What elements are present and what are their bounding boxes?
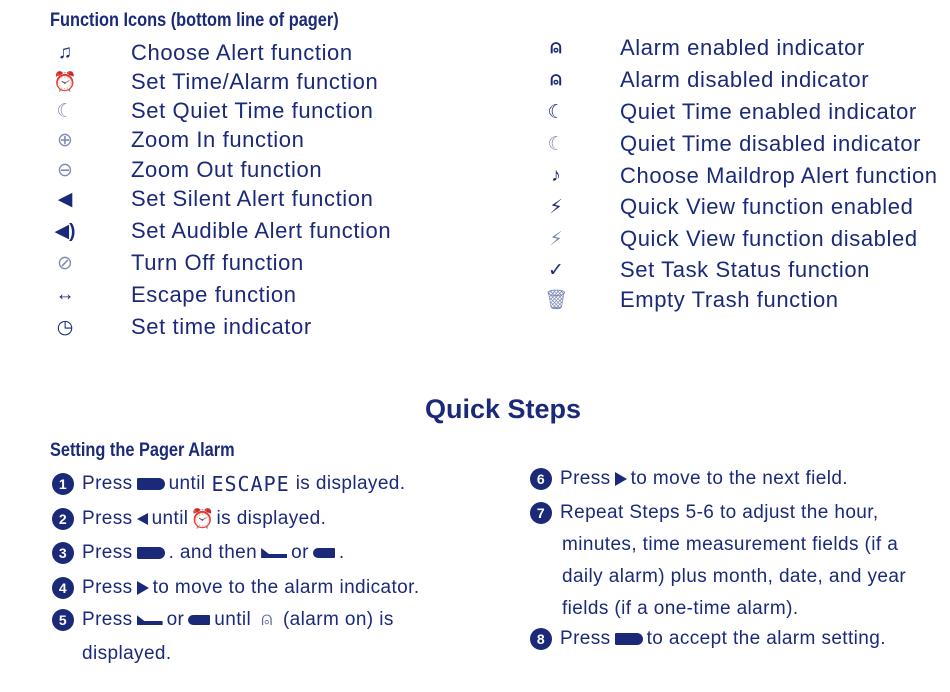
step-4 xyxy=(52,577,420,599)
function-label: Choose Maildrop Alert function xyxy=(620,163,938,188)
alarm-section-heading: Setting the Pager Alarm xyxy=(50,440,235,461)
function-label: Turn Off function xyxy=(131,250,304,275)
function-label: Escape function xyxy=(131,282,297,307)
left-button-icon xyxy=(137,478,165,490)
step-text: to move to the next field. xyxy=(630,468,848,489)
step-1 xyxy=(52,472,405,496)
step-7 xyxy=(530,502,879,524)
step-text: Press xyxy=(82,508,133,529)
function-label: Set Quiet Time function xyxy=(131,98,374,123)
step-6 xyxy=(530,468,848,490)
function-label: Quiet Time disabled indicator xyxy=(620,131,922,156)
step-text: or xyxy=(166,609,185,630)
function-label: Zoom In function xyxy=(131,127,305,152)
maildrop-note-icon: ♪ xyxy=(551,165,561,186)
step-text: . and then xyxy=(168,542,258,563)
down-button-icon xyxy=(261,548,287,558)
step-text: Press xyxy=(82,542,133,563)
step-number: 4 xyxy=(52,577,74,599)
escape-arrow-icon: ↔ xyxy=(55,284,75,305)
step-text: until xyxy=(214,609,252,630)
step-number: 5 xyxy=(52,609,74,631)
note-icon: ♫ xyxy=(57,42,73,63)
function-label: Quick View function disabled xyxy=(620,226,918,251)
step-text: is displayed. xyxy=(216,508,327,529)
zoom-out-icon: ⊖ xyxy=(57,159,73,181)
step-text: . xyxy=(338,542,345,563)
left-arrow-button-icon xyxy=(137,513,148,525)
alarm-enabled-icon: ⍝ xyxy=(550,37,562,58)
function-label: Alarm enabled indicator xyxy=(620,35,865,60)
task-status-icon: ✓ xyxy=(548,259,564,281)
quick-view-enabled-icon: ⚡ xyxy=(549,196,563,218)
function-label: Quiet Time enabled indicator xyxy=(620,99,917,124)
step-8 xyxy=(530,628,886,650)
step-number: 3 xyxy=(52,542,74,564)
step-text: (alarm on) is xyxy=(282,609,394,630)
step-number: 2 xyxy=(52,508,74,530)
quiet-moon-icon: ☾ xyxy=(56,100,74,122)
function-label: Set Silent Alert function xyxy=(131,186,374,211)
right-arrow-button-icon xyxy=(615,472,627,486)
step-text: until xyxy=(168,473,206,494)
step-text: is displayed. xyxy=(295,473,406,494)
clock-alarm-icon: ⏰ xyxy=(190,509,215,530)
right-arrow-button-icon xyxy=(137,581,149,595)
step-text: to accept the alarm setting. xyxy=(646,628,886,649)
step-5-continued: displayed. xyxy=(82,643,172,664)
function-label: Alarm disabled indicator xyxy=(620,67,870,92)
set-time-indicator-icon: ◷ xyxy=(56,316,74,338)
quick-steps-title: Quick Steps xyxy=(425,394,582,424)
function-label: Empty Trash function xyxy=(620,287,839,312)
function-label: Set Task Status function xyxy=(620,257,871,282)
function-icons-heading: Function Icons (bottom line of pager) xyxy=(50,10,339,31)
trash-icon: 🗑 xyxy=(543,290,569,311)
left-button-icon xyxy=(615,633,643,645)
step-text: Press xyxy=(560,468,611,489)
lcd-escape-text: ESCAPE xyxy=(211,472,290,496)
audible-speaker-icon: ◀) xyxy=(54,220,76,242)
step-text: or xyxy=(291,542,309,563)
quiet-enabled-icon: ☾ xyxy=(547,101,565,123)
function-label: Set Time/Alarm function xyxy=(131,69,379,94)
function-label: Quick View function enabled xyxy=(620,194,914,219)
step-7-line-2: minutes, time measurement fields (if a xyxy=(562,534,899,555)
up-button-icon xyxy=(313,548,335,558)
function-label: Set time indicator xyxy=(131,314,312,339)
step-number: 1 xyxy=(52,473,74,495)
silent-speaker-icon: ◀ xyxy=(57,188,73,210)
step-text: Press xyxy=(82,577,133,598)
function-label: Set Audible Alert function xyxy=(131,218,392,243)
step-2 xyxy=(52,507,326,531)
function-label: Zoom Out function xyxy=(131,157,323,182)
left-button-icon xyxy=(137,547,165,559)
step-7-line-3: daily alarm) plus month, date, and year xyxy=(562,566,907,587)
step-text: Press xyxy=(560,628,611,649)
step-7-line-4: fields (if a one-time alarm). xyxy=(562,598,799,619)
step-number: 7 xyxy=(530,502,552,524)
alarm-disabled-icon: ⍝ xyxy=(550,69,562,90)
alarm-enabled-icon: ⍝ xyxy=(261,609,273,630)
step-number: 6 xyxy=(530,468,552,490)
function-label: Choose Alert function xyxy=(131,40,353,65)
down-button-icon xyxy=(137,615,163,625)
up-button-icon xyxy=(188,615,210,625)
quiet-disabled-icon: ☾ xyxy=(547,133,565,155)
power-off-icon: ⊘ xyxy=(57,252,73,274)
clock-alarm-icon: ⏰ xyxy=(53,72,77,93)
step-text: Press xyxy=(82,609,133,630)
step-text: Press xyxy=(82,473,133,494)
quick-view-disabled-icon: ⚡ xyxy=(549,228,563,250)
zoom-in-icon: ⊕ xyxy=(57,129,73,151)
step-text: to move to the alarm indicator. xyxy=(152,577,420,598)
step-number: 8 xyxy=(530,628,552,650)
step-text: Repeat Steps 5-6 to adjust the hour, xyxy=(560,502,879,523)
step-5 xyxy=(52,609,394,631)
step-text: until xyxy=(151,508,189,529)
step-3 xyxy=(52,542,345,564)
